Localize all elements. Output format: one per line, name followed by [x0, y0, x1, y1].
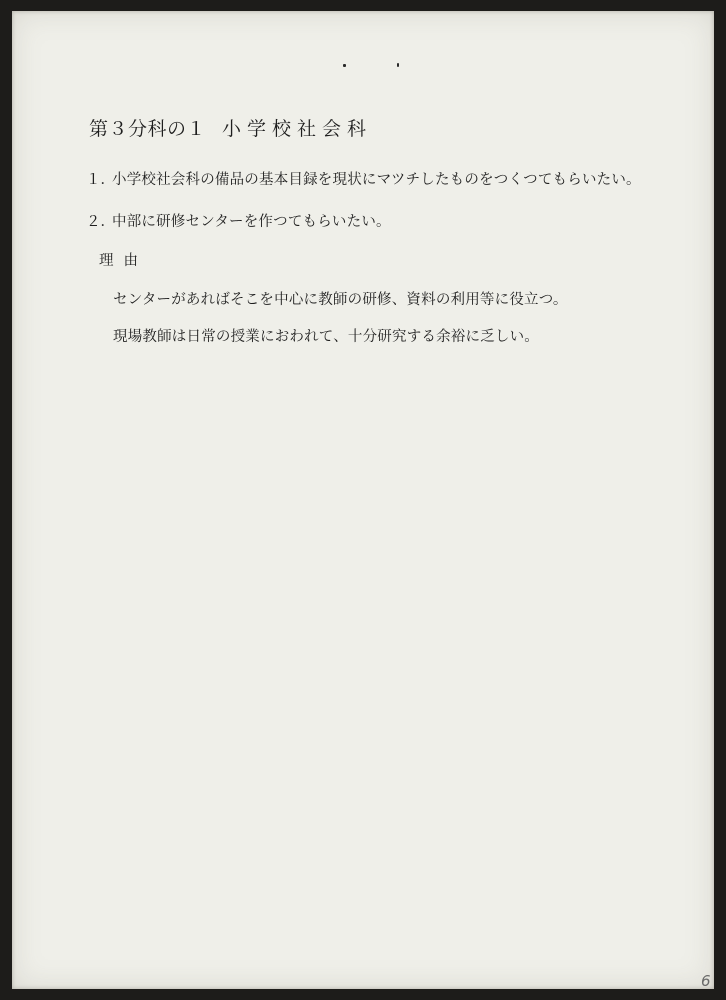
- title-prefix: 第３分科の１: [89, 118, 207, 140]
- document-page: [12, 11, 714, 989]
- item-number: １．: [86, 172, 115, 188]
- ink-speck: [397, 63, 399, 67]
- item-text: 中部に研修センターを作つてもらいたい。: [112, 214, 391, 230]
- list-item: [86, 168, 641, 189]
- item-number: ２．: [86, 214, 115, 230]
- list-item: [86, 210, 391, 231]
- item-text: 小学校社会科の備品の基本目録を現状にマツチしたものをつくつてもらいたい。: [112, 172, 641, 188]
- title-subject: 小学校社会科: [222, 118, 373, 140]
- section-title: [89, 114, 372, 141]
- reason-line: 現場教師は日常の授業におわれて、十分研究する余裕に乏しい。: [113, 329, 540, 345]
- reason-label: 理由: [99, 253, 148, 269]
- reason-line: センターがあればそこを中心に教師の研修、資料の利用等に役立つ。: [113, 292, 568, 308]
- page-number: 6: [701, 972, 711, 990]
- ink-speck: [343, 64, 346, 67]
